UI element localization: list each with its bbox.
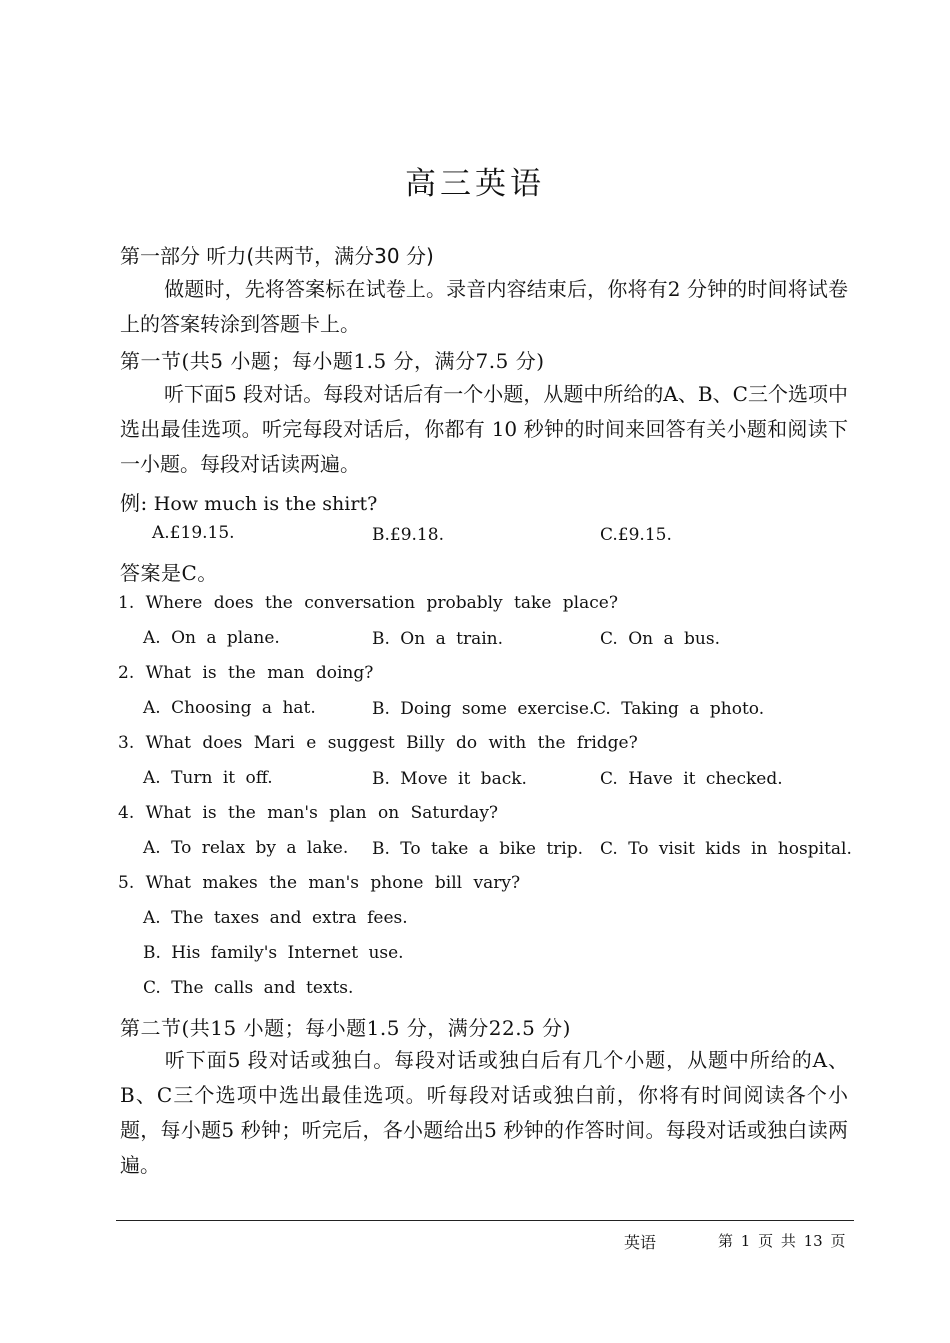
example-label: 例: (120, 491, 148, 515)
question-2: 2. What is the man doing? (118, 663, 374, 683)
section1-heading: 第一节(共5 小题；每小题1.5 分，满分7.5 分) (120, 349, 545, 373)
example-option-c: C.£9.15. (600, 525, 672, 545)
part1-instructions-text: 做题时，先将答案标在试卷上。录音内容结束后，你将有2 分钟的时间将试卷上的答案转涂到答题卡上。 (120, 277, 848, 336)
question-5: 5. What makes the man's phone bill vary? (118, 873, 521, 893)
footer-page-number: 第 1 页 共 13 页 (718, 1232, 846, 1250)
question-3: 3. What does Mari e suggest Billy do with the fridge? (118, 733, 638, 753)
footer-subject: 英语 (624, 1233, 657, 1252)
q1-option-a: A. On a plane. (143, 628, 280, 648)
question-4: 4. What is the man's plan on Saturday? (118, 803, 499, 823)
q3-option-c: C. Have it checked. (600, 769, 783, 789)
page-title: 高三英语 (405, 166, 545, 202)
q5-option-a: A. The taxes and extra fees. (143, 908, 408, 928)
example-answer: 答案是C。 (120, 561, 218, 585)
example-question-text: How much is the shirt? (153, 493, 378, 515)
q4-option-b: B. To take a bike trip. (372, 839, 583, 859)
q5-option-b: B. His family's Internet use. (143, 943, 404, 963)
q4-option-c: C. To visit kids in hospital. (600, 839, 852, 859)
section2-instructions (120, 1043, 848, 1183)
q2-option-c: C. Taking a photo. (593, 699, 765, 719)
example-option-b: B.£9.18. (372, 525, 444, 545)
part1-heading: 第一部分 听力(共两节，满分30 分) (120, 244, 434, 268)
q2-option-a: A. Choosing a hat. (143, 698, 316, 718)
example-option-a: A.£19.15. (152, 523, 235, 543)
part1-instructions (120, 272, 848, 342)
section2-heading: 第二节(共15 小题；每小题1.5 分，满分22.5 分) (120, 1016, 571, 1040)
example-question (120, 487, 377, 516)
section2-instructions-text: 听下面5 段对话或独白。每段对话或独白后有几个小题，从题中所给的A、B、C三个选项中选出最佳选项。听每段对话或独白前，你将有时间阅读各个小题，每小题5 秒钟；听完后，各小题给出5 秒钟的作答时间。每段对话或独白读两遍。 (120, 1048, 848, 1177)
q2-option-b: B. Doing some exercise. (372, 699, 595, 719)
question-1: 1. Where does the conversation probably take place? (118, 593, 618, 613)
q1-option-b: B. On a train. (372, 629, 504, 649)
q3-option-a: A. Turn it off. (143, 768, 273, 788)
section1-instructions (120, 377, 848, 482)
q5-option-c: C. The calls and texts. (143, 978, 354, 998)
q3-option-b: B. Move it back. (372, 769, 527, 789)
section1-instructions-text: 听下面5 段对话。每段对话后有一个小题，从题中所给的A、B、C三个选项中选出最佳选项。听完每段对话后，你都有 10 秒钟的时间来回答有关小题和阅读下一小题。每段对话读两遍。 (120, 382, 848, 476)
q4-option-a: A. To relax by a lake. (143, 838, 349, 858)
q1-option-c: C. On a bus. (600, 629, 720, 649)
footer-divider (116, 1220, 854, 1221)
